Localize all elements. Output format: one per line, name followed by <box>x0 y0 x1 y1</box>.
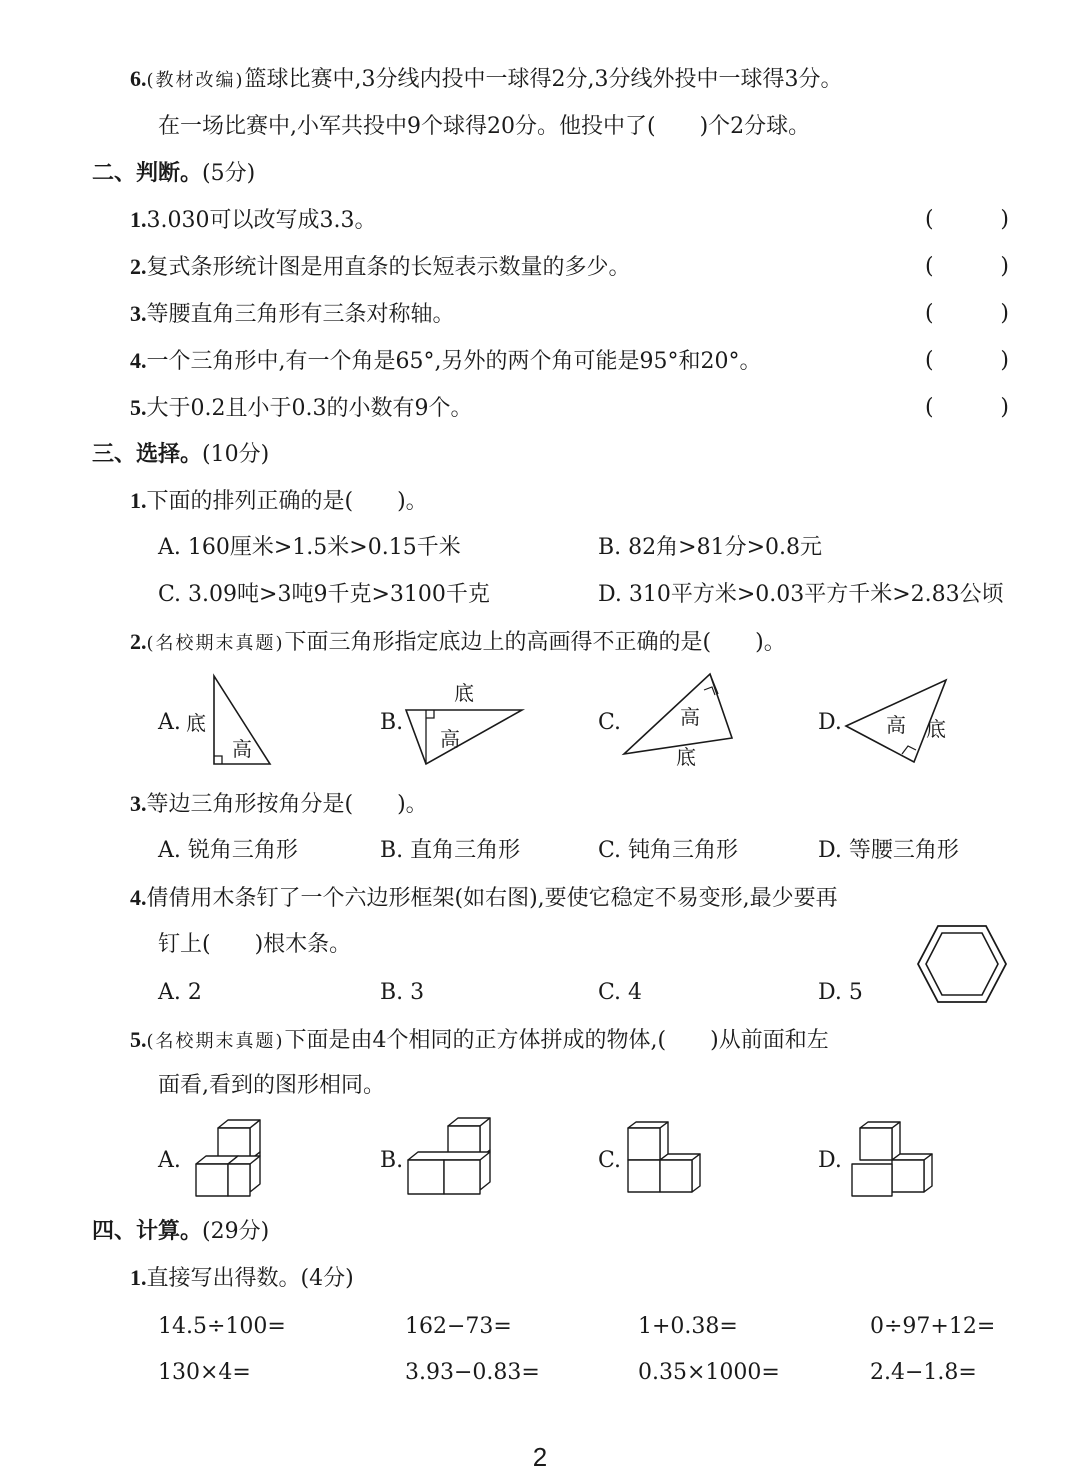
mc-q1-option-b[interactable]: B. 82角>81分>0.8元 <box>598 535 822 560</box>
q6-source-tag: (教材改编) <box>146 70 245 91</box>
calc-item[interactable]: 0.35×1000= <box>638 1360 780 1385</box>
mc-q2-source-tag: (名校期末真题) <box>146 633 285 654</box>
mc-q1-option-c[interactable]: C. 3.09吨>3吨9千克>3100千克 <box>158 582 490 607</box>
tf-item-5-text: 大于0.2且小于0.3的小数有9个。 <box>146 396 473 421</box>
tf-item-4-number: 4. <box>130 348 147 373</box>
tf-item-2-number: 2. <box>130 254 147 279</box>
mc-q3-number: 3. <box>130 791 147 816</box>
mc-q3-option-c[interactable]: C. 钝角三角形 <box>598 838 739 863</box>
mc-q1-option-d[interactable]: D. 310平方米>0.03平方千米>2.83公顷 <box>598 582 1004 607</box>
triangle-figure-d <box>842 672 962 774</box>
tf-item-2-text: 复式条形统计图是用直条的长短表示数量的多少。 <box>146 255 631 280</box>
calc-item[interactable]: 0÷97+12= <box>870 1314 996 1339</box>
triangle-b-base-label: 底 <box>454 681 474 705</box>
mc-q3-option-a[interactable]: A. 锐角三角形 <box>158 838 298 863</box>
q6-text-1: 篮球比赛中,3分线内投中一球得2分,3分线外投中一球得3分。 <box>244 67 843 92</box>
mc-q5-option-c-label[interactable]: C. <box>598 1148 622 1173</box>
calc-item[interactable]: 3.93−0.83= <box>405 1360 540 1385</box>
triangle-figure-c <box>620 668 740 778</box>
section-3-points: (10分) <box>202 442 270 467</box>
cube-figure-c <box>622 1116 706 1206</box>
mc-q3-option-b[interactable]: B. 直角三角形 <box>380 838 521 863</box>
calc-q1-points: (4分) <box>300 1266 354 1291</box>
triangle-figure-b <box>400 672 530 778</box>
tf-answer-blank-1[interactable]: ( ) <box>925 207 1009 232</box>
section-4-title: 四、计算。 <box>92 1218 203 1244</box>
cube-figure-d <box>846 1116 936 1206</box>
calc-q1-number: 1. <box>130 1265 147 1290</box>
mc-q4-option-b[interactable]: B. 3 <box>380 980 425 1005</box>
section-3-heading <box>92 439 269 470</box>
tf-answer-blank-2[interactable]: ( ) <box>925 254 1009 279</box>
mc-q4-line2: 钉上( )根木条。 <box>158 932 352 957</box>
triangle-a-base-label: 底 <box>186 711 206 735</box>
mc-q3-option-d[interactable]: D. 等腰三角形 <box>818 838 959 863</box>
calc-item[interactable]: 162−73= <box>405 1314 512 1339</box>
cube-figure-a <box>182 1116 266 1206</box>
calc-q1-text: 直接写出得数。 <box>146 1266 301 1291</box>
triangle-b-height-label: 高 <box>440 727 460 751</box>
section-2-points: (5分) <box>202 161 256 186</box>
q6-number: 6. <box>130 66 147 91</box>
mc-q5-option-a-label[interactable]: A. <box>158 1148 181 1173</box>
calc-item[interactable]: 2.4−1.8= <box>870 1360 977 1385</box>
mc-q3-stem <box>130 789 428 820</box>
tf-answer-blank-5[interactable]: ( ) <box>925 395 1009 420</box>
mc-q5-text-1: 下面是由4个相同的正方体拼成的物体,( )从前面和左 <box>284 1028 829 1053</box>
cube-figure-b <box>404 1116 500 1206</box>
section-2-heading <box>92 158 255 189</box>
q6-line1 <box>130 64 843 96</box>
mc-q2-option-c-label[interactable]: C. <box>598 710 622 735</box>
mc-q2-stem <box>130 627 786 659</box>
mc-q2-number: 2. <box>130 629 147 654</box>
tf-item-3-number: 3. <box>130 301 147 326</box>
mc-q5-line1 <box>130 1025 829 1057</box>
calc-item[interactable]: 1+0.38= <box>638 1314 738 1339</box>
section-2-title: 二、判断。 <box>92 160 203 186</box>
section-4-heading <box>92 1216 269 1247</box>
mc-q1-option-a[interactable]: A. 160厘米>1.5米>0.15千米 <box>158 535 461 560</box>
triangle-c-height-label: 高 <box>680 705 700 729</box>
tf-item-1-number: 1. <box>130 207 147 232</box>
mc-q2-option-b-label[interactable]: B. <box>380 710 404 735</box>
mc-q1-stem <box>130 486 428 517</box>
triangle-a-height-label: 高 <box>232 737 252 761</box>
mc-q2-text: 下面三角形指定底边上的高画得不正确的是( )。 <box>284 630 786 655</box>
section-4-points: (29分) <box>202 1219 270 1244</box>
tf-item-2 <box>130 252 631 283</box>
tf-item-1 <box>130 205 376 236</box>
hexagon-frame-figure <box>914 922 1010 1012</box>
mc-q1-text: 下面的排列正确的是( )。 <box>146 489 428 514</box>
triangle-d-height-label: 高 <box>886 713 906 737</box>
section-3-title: 三、选择。 <box>92 441 203 467</box>
mc-q2-option-d-label[interactable]: D. <box>818 710 842 735</box>
tf-item-3 <box>130 299 455 330</box>
tf-item-1-text: 3.030可以改写成3.3。 <box>146 208 377 233</box>
tf-item-3-text: 等腰直角三角形有三条对称轴。 <box>146 302 455 327</box>
tf-item-5 <box>130 393 472 424</box>
mc-q4-option-c[interactable]: C. 4 <box>598 980 643 1005</box>
mc-q5-option-b-label[interactable]: B. <box>380 1148 404 1173</box>
mc-q5-source-tag: (名校期末真题) <box>146 1031 285 1052</box>
page-number: 2 <box>532 1442 548 1472</box>
calc-q1-stem <box>130 1263 354 1294</box>
tf-answer-blank-3[interactable]: ( ) <box>925 301 1009 326</box>
calc-item[interactable]: 14.5÷100= <box>158 1314 286 1339</box>
tf-item-5-number: 5. <box>130 395 147 420</box>
mc-q4-number: 4. <box>130 885 147 910</box>
mc-q4-option-d[interactable]: D. 5 <box>818 980 863 1005</box>
tf-item-4-text: 一个三角形中,有一个角是65°,另外的两个角可能是95°和20°。 <box>146 349 762 374</box>
mc-q5-line2: 面看,看到的图形相同。 <box>158 1073 385 1098</box>
triangle-d-base-label: 底 <box>926 717 946 741</box>
mc-q3-text: 等边三角形按角分是( )。 <box>146 792 428 817</box>
tf-item-4 <box>130 346 761 377</box>
mc-q5-option-d-label[interactable]: D. <box>818 1148 842 1173</box>
mc-q5-number: 5. <box>130 1027 147 1052</box>
q6-line2: 在一场比赛中,小军共投中9个球得20分。他投中了( )个2分球。 <box>158 114 811 139</box>
mc-q4-text-1: 倩倩用木条钉了一个六边形框架(如右图),要使它稳定不易变形,最少要再 <box>146 886 838 911</box>
triangle-figure-a <box>180 672 280 778</box>
mc-q1-number: 1. <box>130 488 147 513</box>
mc-q4-option-a[interactable]: A. 2 <box>158 980 202 1005</box>
triangle-c-base-label: 底 <box>676 745 696 769</box>
mc-q4-line1 <box>130 883 838 914</box>
tf-answer-blank-4[interactable]: ( ) <box>925 348 1009 373</box>
calc-item[interactable]: 130×4= <box>158 1360 251 1385</box>
mc-q2-option-a-label[interactable]: A. <box>158 710 181 735</box>
